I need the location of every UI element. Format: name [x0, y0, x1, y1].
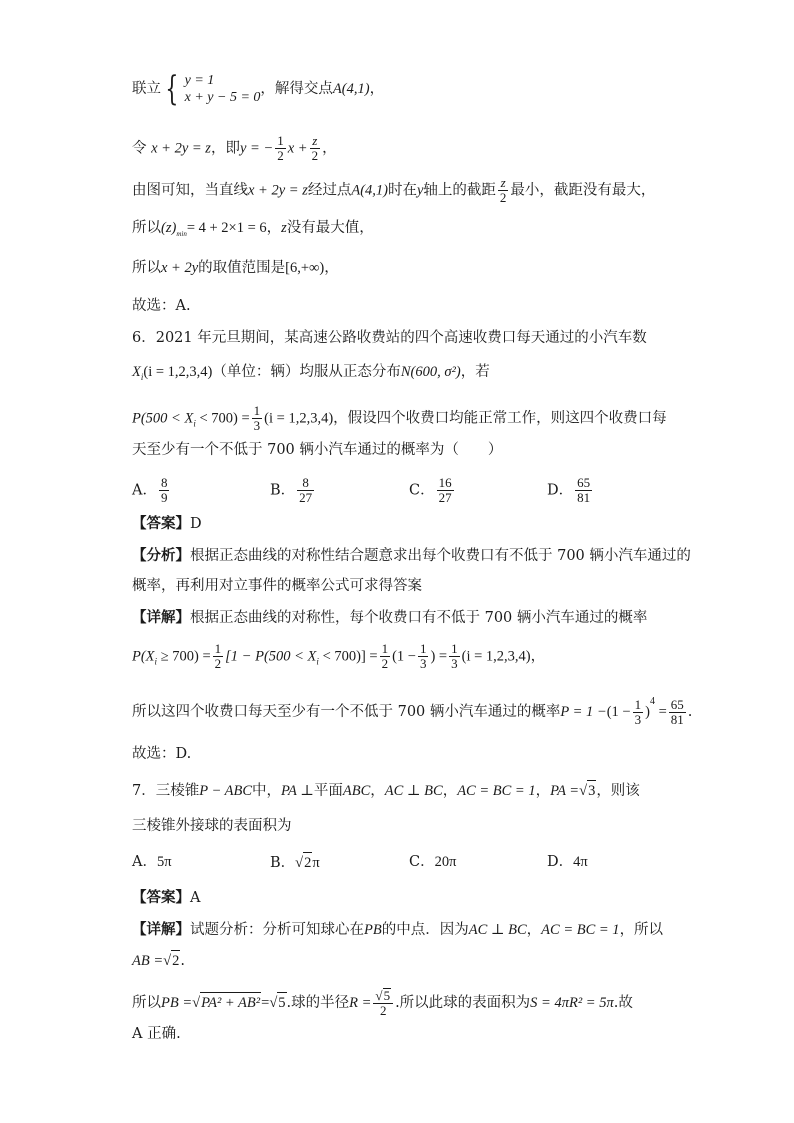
- fraction: $\frac{65}{81}$: [577, 475, 591, 505]
- math: x +: [287, 140, 308, 157]
- equation-system: [185, 72, 261, 106]
- analysis-6-cont: 概率，再利用对立事件的概率公式可求得答案: [132, 578, 422, 594]
- detail-6-formula: $P(X_i \ge 700)$ = $\frac{1}{2}$ $[1 - P(500 < X_i < 700)]$ = $\frac{1}{2}$ (1 − $\frac{1}{3}$ ) = $\frac{1}{3}$ (i = 1,2,3,4)，: [132, 641, 546, 671]
- line-intercept: 由图可知，当直线x + 2y = z经过点A(4,1)时在y轴上的截距 $\frac{z}{2}$ 最小，截距没有最大，: [132, 175, 656, 205]
- text: ，即: [210, 140, 240, 157]
- detail-6: 【详解】根据正态曲线的对称性，每个收费口有不低于 700 辆小汽车通过的概率: [132, 609, 648, 626]
- equation: y = 1: [184, 73, 215, 88]
- option-c: C． $\frac{16}{27}$: [409, 475, 452, 505]
- select-6: 故选：D.: [132, 746, 192, 762]
- fraction: $\frac{z}{2}$: [499, 175, 507, 205]
- line-range: 所以x + 2y的取值范围是[6,+∞)，: [132, 260, 339, 276]
- detail-6-result: 所以这四个收费口每天至少有一个不低于 700 辆小汽车通过的概率P = 1 −(1 − $\frac{1}{3}$ )$^4$ = $\frac{65}{81}$ .: [132, 696, 693, 727]
- text: ，: [322, 140, 337, 157]
- math: y = −: [239, 140, 274, 157]
- option-7b: B．√2π: [270, 852, 320, 873]
- detail-7-line3: 所以PB =√PA² + AB²=√5.球的半径R = $\frac{√5}{2}$ .所以此球的表面积为S = 4πR² = 5π.故: [132, 988, 633, 1018]
- fraction: $\frac{8}{9}$: [160, 475, 168, 505]
- line-choice: 故选：A.: [132, 298, 191, 314]
- math: A(4,1): [332, 81, 370, 97]
- brace: {: [165, 69, 179, 109]
- line-system: [132, 69, 385, 109]
- question-6-line2: $X_i(i = 1,2,3,4)$（单位：辆）均服从正态分布N(600, σ²)，若: [132, 364, 490, 382]
- option-7c: C．20π: [409, 854, 457, 870]
- fraction: $\frac{8}{27}$: [299, 475, 313, 505]
- question-6-line3: $P(500 < X_i < 700)$ = $\frac{1}{3}$ (i = 1,2,3,4)，假设四个收费口均能正常工作，则这四个收费口每: [132, 403, 667, 433]
- line-min-value: 所以$(z)_{min}= 4 + 2\times 1 = 6$，z没有最大值，: [132, 220, 374, 238]
- text: ，: [369, 81, 385, 97]
- equation: x + y − 5 = 0: [184, 90, 261, 105]
- detail-7: 【详解】试题分析：分析可知球心在PB的中点．因为AC ⊥ BC，AC = BC = 1，所以: [132, 921, 664, 938]
- analysis-6: 【分析】根据正态曲线的对称性结合题意求出每个收费口有不低于 700 辆小汽车通过的: [132, 547, 691, 564]
- fraction: $\frac{1}{3}$: [253, 403, 261, 433]
- option-b: B． $\frac{8}{27}$: [270, 475, 313, 505]
- text: ，解得交点: [260, 81, 333, 97]
- fraction: $\frac{16}{27}$: [438, 475, 452, 505]
- fraction: $\frac{1}{2}$: [277, 133, 284, 163]
- question-7-stem: 7．三棱锥P − ABC中，PA ⊥平面ABC，AC ⊥ BC，AC = BC = 1，PA =√3，则该: [132, 780, 640, 801]
- detail-7-line2: AB =√2.: [132, 950, 185, 971]
- text: 联立: [132, 81, 161, 97]
- answer-7: 【答案】A: [132, 889, 201, 906]
- question-6-stem: 6．2021 年元旦期间，某高速公路收费站的四个高速收费口每天通过的小汽车数: [132, 330, 647, 346]
- option-a: A． $\frac{8}{9}$: [132, 475, 168, 505]
- detail-7-line4: A 正确.: [132, 1026, 181, 1042]
- math: x + 2y = z: [151, 140, 211, 157]
- answer-6: 【答案】D: [132, 515, 202, 532]
- text: 令: [132, 140, 147, 157]
- line-substitution: [132, 134, 337, 163]
- option-d: D． $\frac{65}{81}$: [547, 475, 591, 505]
- fraction: $\frac{z}{2}$: [311, 133, 319, 163]
- option-7d: D．4π: [547, 854, 588, 870]
- question-7-line2: 三棱锥外接球的表面积为: [132, 818, 292, 834]
- question-6-line4: 天至少有一个不低于 700 辆小汽车通过的概率为（ ）: [132, 442, 503, 458]
- option-7a: A．5π: [132, 854, 172, 870]
